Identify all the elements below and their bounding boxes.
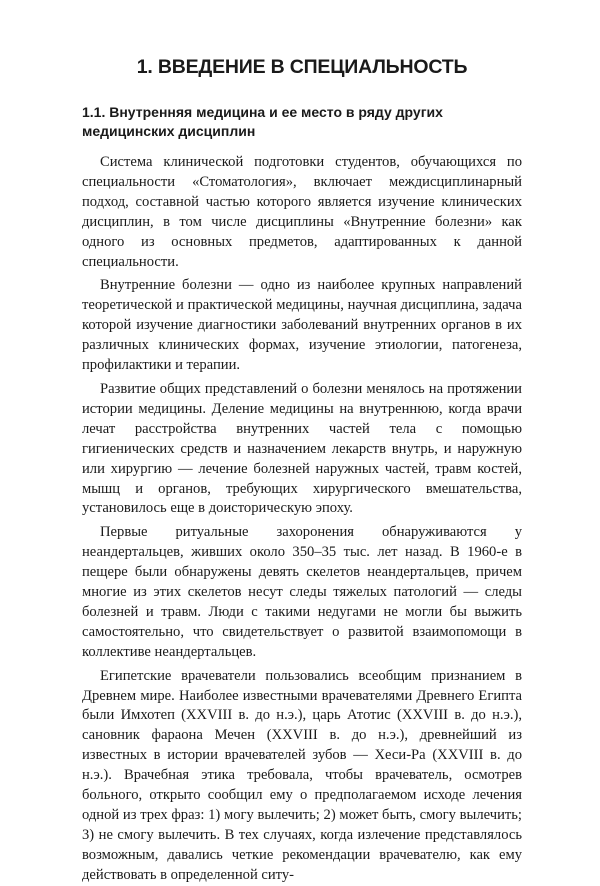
paragraph: Внутренние болезни — одно из наиболее крупных направлений теоретической и практической медицины, научная дисциплина, задача которой изучение диагностики заболеваний внутренних органов в их различных клинических формах, изучение этиологии, патогенеза, профилактики и терапии.	[82, 277, 522, 374]
body-text	[82, 153, 522, 886]
paragraph: Система клинической подготовки студентов, обучающихся по специальности «Стоматология», включает междисциплинарный подход, составной частью которого является изучение клинических дисциплин, в том числе дисциплины «Внутренние болезни» как одного из основных предметов, адаптированных к данной специальности.	[82, 154, 522, 270]
paragraph: Развитие общих представлений о болезни менялось на протяжении истории медицины. Деление медицины на внутреннюю, когда врачи лечат расстройства внутренних частей тела с помощью гигиенических средств и назначением лекарств внутрь, и наружную или хирургию — лечение болезней наружных частей, травм костей, мышц и органов, требующих хирургического вмешательства, установилось еще в доисторическую эпоху.	[82, 380, 522, 517]
paragraph: Первые ритуальные захоронения обнаруживаются у неандертальцев, живших около 350–35 тыс. лет назад. В 1960-е в пещере были обнаружены девять скелетов неандертальцев, причем многие из этих скелетов несут следы тяжелых патологий — следы болезней и травм. Люди с такими недугами не могли бы выжить самостоятельно, что свидетельствует о развитой взаимопомощи в коллективе неандертальцев.	[82, 524, 522, 660]
paragraph: Египетские врачеватели пользовались всеобщим признанием в Древнем мире. Наиболее известными врачевателями Древнего Египта были Имхотеп (XXVIII в. до н.э.), царь Атотис (XXVIII в. до н.э.), сановник фараона Мечен (XXVIII в. до н.э.), древнейший из известных в истории врачевателей зубов — Хеси-Ра (XXVIII в. до н.э.). Врачебная этика требовала, чтобы врачеватель, осмотрев больного, открыто сообщил ему о предполагаемом исходе лечения одной из трех фраз: 1) могу вылечить; 2) может быть, смогу вылечить; 3) не смогу вылечить. В тех случаях, когда излечение представлялось возможным, давались четкие рекомендации врачевателю, как ему действовать в определенной ситу-	[82, 667, 522, 883]
chapter-title: 1. ВВЕДЕНИЕ В СПЕЦИАЛЬНОСТЬ	[136, 56, 468, 78]
section-title: 1.1. Внутренняя медицина и ее место в ряду других медицинских дисциплин	[82, 104, 443, 139]
